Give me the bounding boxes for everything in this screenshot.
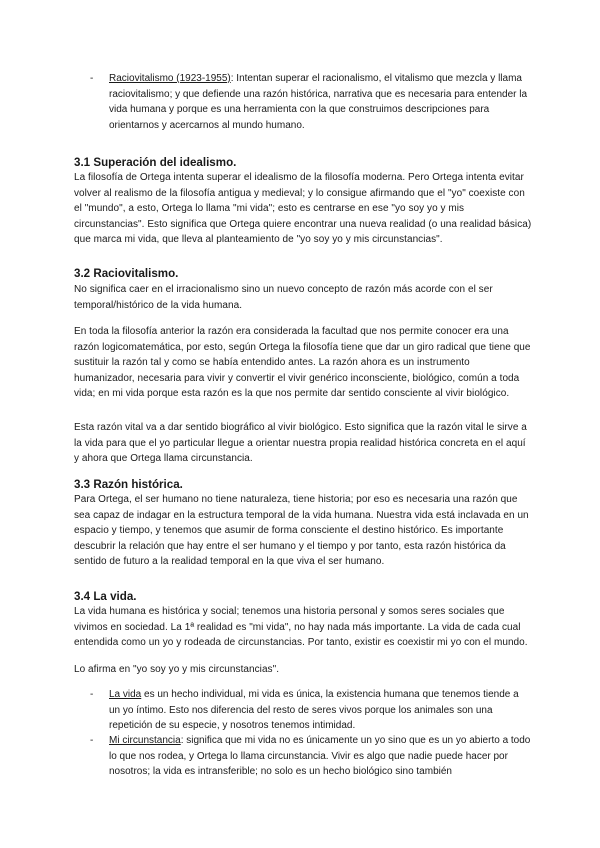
section-3-4-line: Lo afirma en "yo soy yo y mis circunstancias". [74, 664, 280, 675]
bullet-term: Mi circunstancia [109, 735, 181, 746]
intro-bullet [90, 71, 532, 133]
life-bullet [90, 687, 532, 734]
section-3-2-paragraph-2: En toda la filosofía anterior la razón era considerada la facultad que nos permite conocer era una razón logicomatemática, por esto, según Ortega la filosofía tiene que dar un giro radical que tiene que sustituir la razón tal y como se había entendido antes. La razón ahora es un instrumento humanizador, necesaria para vivir y convertir el vivir genérico inconsciente, biológico, común a toda vida; en mi vida porque esta razón es la que nos permite dar sentido consciente al vivir biológico. [74, 326, 531, 399]
section-3-3-body: Para Ortega, el ser humano no tiene naturaleza, tiene historia; por eso es necesaria una razón que sea capaz de indagar en la estructura temporal de la vida humana. Nuestra vida está inclavada en un espacio y tiempo, y tenemos que asumir de forma consciente el destino histórico. Es importante descubrir la relación que hay entre el ser humano y el tiempo y por tanto, esta razón histórica da sentido de futuro a la realidad temporal en la que viva el ser humano. [74, 494, 529, 567]
section-3-4-body: La vida humana es histórica y social; tenemos una historia personal y somos seres sociales que vivimos en sociedad. La 1ª realidad es "mi vida", no hay nada más importante. La vida de cada cual entendida como un yo y rodeada de circunstancias. Por tanto, existir es coexistir mi yo con el mundo. [74, 606, 528, 648]
section-heading-3-1: 3.1 Superación del idealismo. [74, 156, 237, 169]
bullet-body: : significa que mi vida no es únicamente un yo sino que es un yo abierto a todo lo que nos rodea, y Ortega lo llama circunstancia. Vivir es algo que nadie puede hacer por nosotros; la vida es intransferible; no solo es un hecho biológico sino también [109, 735, 531, 777]
section-heading-3-2: 3.2 Raciovitalismo. [74, 267, 179, 280]
section-3-2-paragraph-1: No significa caer en el irracionalismo sino un nuevo concepto de razón más acorde con el ser temporal/histórico de la vida humana. [74, 284, 493, 311]
section-3-1-body: La filosofía de Ortega intenta superar el idealismo de la filosofía moderna. Pero Ortega intenta evitar volver al realismo de la filosofía antigua y medieval; y lo consigue afirmando que el "yo" coexiste con el "mundo", a esto, Ortega lo llama "mi vida"; esto es centrarse en ese "yo soy yo y mis circunstancias". Esto significa que Ortega quiere encontrar una nueva realidad (o una realidad básica) que marca mi vida, que lleva al planteamiento de "yo soy yo y mis circunstancias". [74, 172, 532, 245]
bullet-dash: - [90, 735, 94, 746]
bullet-body: es un hecho individual, mi vida es única, la existencia humana que tenemos tiende a un yo íntimo. Esto nos diferencia del resto de seres vivos porque los animales son una repetición de su especie, y nosotros tenemos intimidad. [109, 689, 519, 731]
bullet-text [109, 687, 532, 734]
section-heading-3-4: 3.4 La vida. [74, 590, 137, 603]
bullet-term: La vida [109, 689, 142, 700]
bullet-dash: - [90, 689, 94, 700]
bullet-text [109, 71, 532, 133]
bullet-body: : Intentan superar el racionalismo, el vitalismo que mezcla y llama raciovitalismo; y que defiende una razón histórica, narrativa que es necesaria para entender la vida humana y porque es una herramienta con la que construimos descripciones para orientarnos y acercarnos al mundo humano. [109, 73, 528, 131]
bullet-dash: - [90, 73, 94, 84]
circumstance-bullet [90, 733, 532, 780]
section-3-2-paragraph-3: Esta razón vital va a dar sentido biográfico al vivir biológico. Esto significa que la razón vital le sirve a la vida para que el yo particular llegue a orientar nuestra propia realidad histórica concreta en el aquí y ahora que Ortega llama circunstancia. [74, 422, 527, 464]
bullet-text [109, 733, 532, 780]
section-heading-3-3: 3.3 Razón histórica. [74, 478, 183, 491]
bullet-term: Raciovitalismo (1923-1955) [109, 73, 231, 84]
